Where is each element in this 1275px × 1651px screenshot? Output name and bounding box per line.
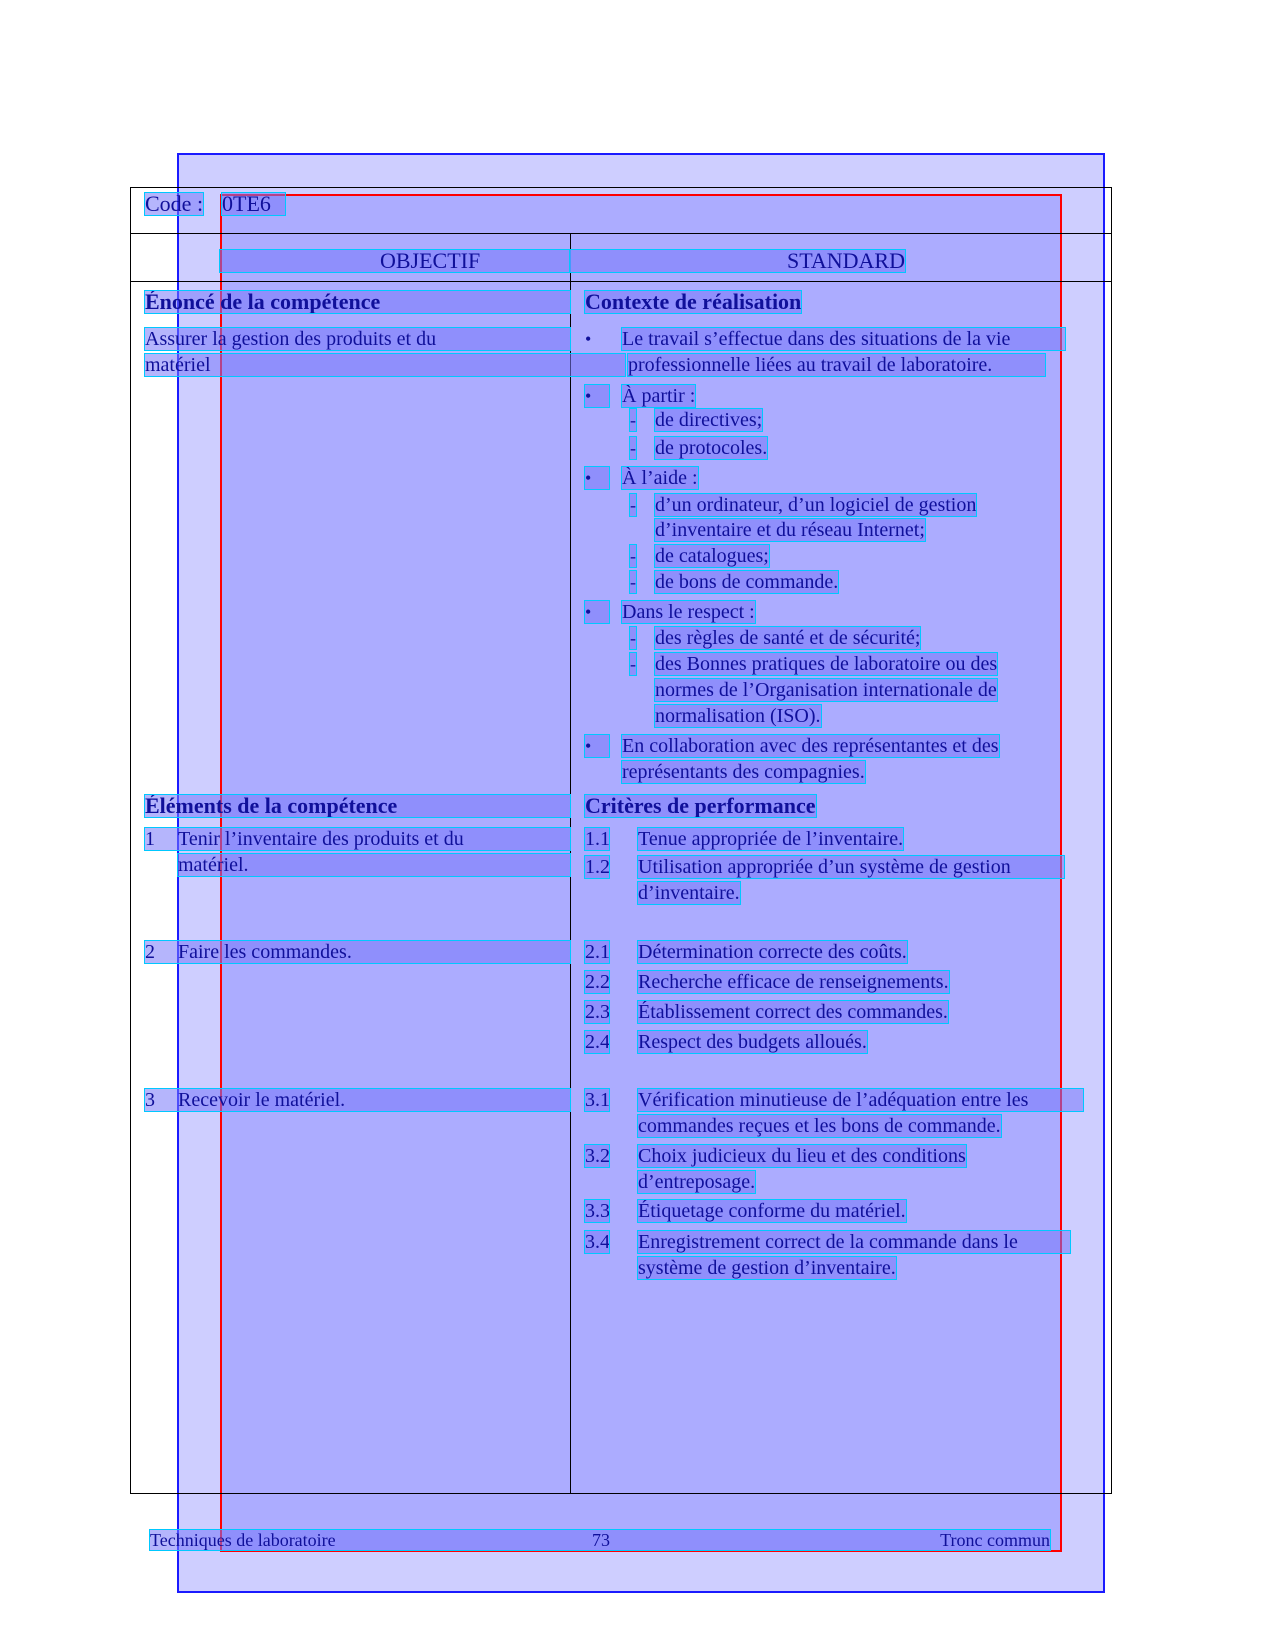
element-number: 1 — [145, 828, 155, 850]
element-1-row — [145, 828, 570, 850]
critere-text-line1: Respect des budgets alloués. — [638, 1031, 867, 1053]
header-objectif — [220, 250, 570, 272]
contexte-respect: Dans le respect : — [622, 601, 755, 623]
bullet-icon: • — [585, 735, 609, 757]
critere-text-line1: Détermination correcte des coûts. — [638, 941, 907, 963]
element-text-line1: Recevoir le matériel. — [178, 1089, 346, 1111]
code-label: Code : — [145, 191, 204, 216]
header-standard: STANDARD — [570, 250, 905, 272]
divider-under-code — [130, 233, 1112, 234]
critere-number: 2.1 — [585, 941, 610, 963]
element-text-line2: matériel. — [178, 854, 570, 876]
critere-text-line1: Étiquetage conforme du matériel. — [638, 1200, 906, 1222]
contexte-intro-line1: Le travail s’effectue dans des situations de la vie — [622, 328, 1065, 350]
enonce-title: Énoncé de la compétence — [145, 291, 570, 313]
criteres-title: Critères de performance — [585, 793, 816, 818]
dash-icon: - — [630, 628, 636, 648]
critere-number: 2.4 — [585, 1031, 610, 1053]
a-aide-item: de bons de commande. — [655, 571, 839, 593]
respect-item2-line1: des Bonnes pratiques de laboratoire ou des — [655, 653, 998, 675]
collab-line2: représentants des compagnies. — [622, 761, 865, 783]
critere-number: 2.2 — [585, 971, 610, 993]
critere-number: 2.3 — [585, 1001, 610, 1023]
dash-icon: - — [630, 495, 636, 515]
critere-text-line1: Utilisation appropriée d’un système de gestion — [638, 856, 1064, 878]
critere-text-line1: Enregistrement correct de la commande dans le — [638, 1231, 1070, 1253]
contexte-a-aide: À l’aide : — [622, 467, 698, 489]
footer-page-number: 73 — [592, 1530, 610, 1550]
divider-under-headers — [130, 281, 1112, 282]
critere-number: 1.2 — [585, 856, 610, 878]
dash-icon: - — [630, 572, 636, 592]
dash-icon: - — [630, 410, 636, 430]
critere-text-line1: Recherche efficace de renseignements. — [638, 971, 949, 993]
critere-text-line1: Établissement correct des commandes. — [638, 1001, 948, 1023]
critere-text-line1: Choix judicieux du lieu et des conditions — [638, 1145, 966, 1167]
contexte-a-partir: À partir : — [622, 385, 696, 407]
a-aide-item: de catalogues; — [655, 545, 769, 567]
critere-text-line1: Tenue appropriée de l’inventaire. — [638, 828, 904, 850]
code-value: 0TE6 — [222, 193, 285, 215]
critere-number: 3.3 — [585, 1200, 610, 1222]
enonce-text-line2: matériel — [145, 354, 625, 376]
contexte-intro-line2: professionnelle liées au travail de laboratoire. — [628, 354, 1045, 376]
header-objectif-text: OBJECTIF — [380, 248, 481, 273]
respect-item1: des règles de santé et de sécurité; — [655, 627, 921, 649]
element-3-row — [145, 1089, 570, 1111]
dash-icon: - — [630, 546, 636, 566]
critere-number: 3.1 — [585, 1089, 610, 1111]
critere-text-line2: système de gestion d’inventaire. — [638, 1257, 896, 1279]
dash-icon: - — [630, 654, 636, 674]
respect-item2-line3: normalisation (ISO). — [655, 705, 821, 727]
critere-text-line2: d’entreposage. — [638, 1171, 756, 1193]
critere-text-line2: commandes reçues et les bons de commande. — [638, 1115, 1001, 1137]
bullet-icon: • — [585, 329, 592, 349]
column-divider — [570, 234, 571, 1494]
element-text-line1: Tenir l’inventaire des produits et du — [178, 828, 464, 850]
bullet-icon: • — [585, 385, 609, 407]
element-number: 2 — [145, 941, 155, 963]
elements-title: Éléments de la compétence — [145, 795, 570, 817]
critere-text-line1: Vérification minutieuse de l’adéquation entre les — [638, 1089, 1083, 1111]
a-partir-item: de protocoles. — [655, 437, 768, 459]
dash-icon: - — [630, 438, 636, 458]
bullet-icon: • — [585, 467, 609, 489]
element-number: 3 — [145, 1089, 155, 1111]
contexte-title: Contexte de réalisation — [585, 289, 802, 314]
enonce-text-line1: Assurer la gestion des produits et du — [145, 328, 570, 350]
critere-text-line2: d’inventaire. — [638, 882, 740, 904]
footer-left: Techniques de laboratoire — [150, 1530, 336, 1550]
a-aide-item1-line1: d’un ordinateur, d’un logiciel de gestion — [655, 494, 977, 516]
a-partir-item: de directives; — [655, 409, 763, 431]
footer-right: Tronc commun — [940, 1530, 1050, 1550]
element-text-line1: Faire les commandes. — [178, 941, 352, 963]
element-2-row — [145, 941, 570, 963]
respect-item2-line2: normes de l’Organisation internationale de — [655, 679, 997, 701]
collab-line1: En collaboration avec des représentantes et des — [622, 735, 999, 757]
page-footer — [150, 1530, 1050, 1550]
a-aide-item1-line2: d’inventaire et du réseau Internet; — [655, 519, 925, 541]
bullet-icon: • — [585, 601, 609, 623]
critere-number: 3.4 — [585, 1231, 610, 1253]
critere-number: 3.2 — [585, 1145, 610, 1167]
critere-number: 1.1 — [585, 828, 610, 850]
